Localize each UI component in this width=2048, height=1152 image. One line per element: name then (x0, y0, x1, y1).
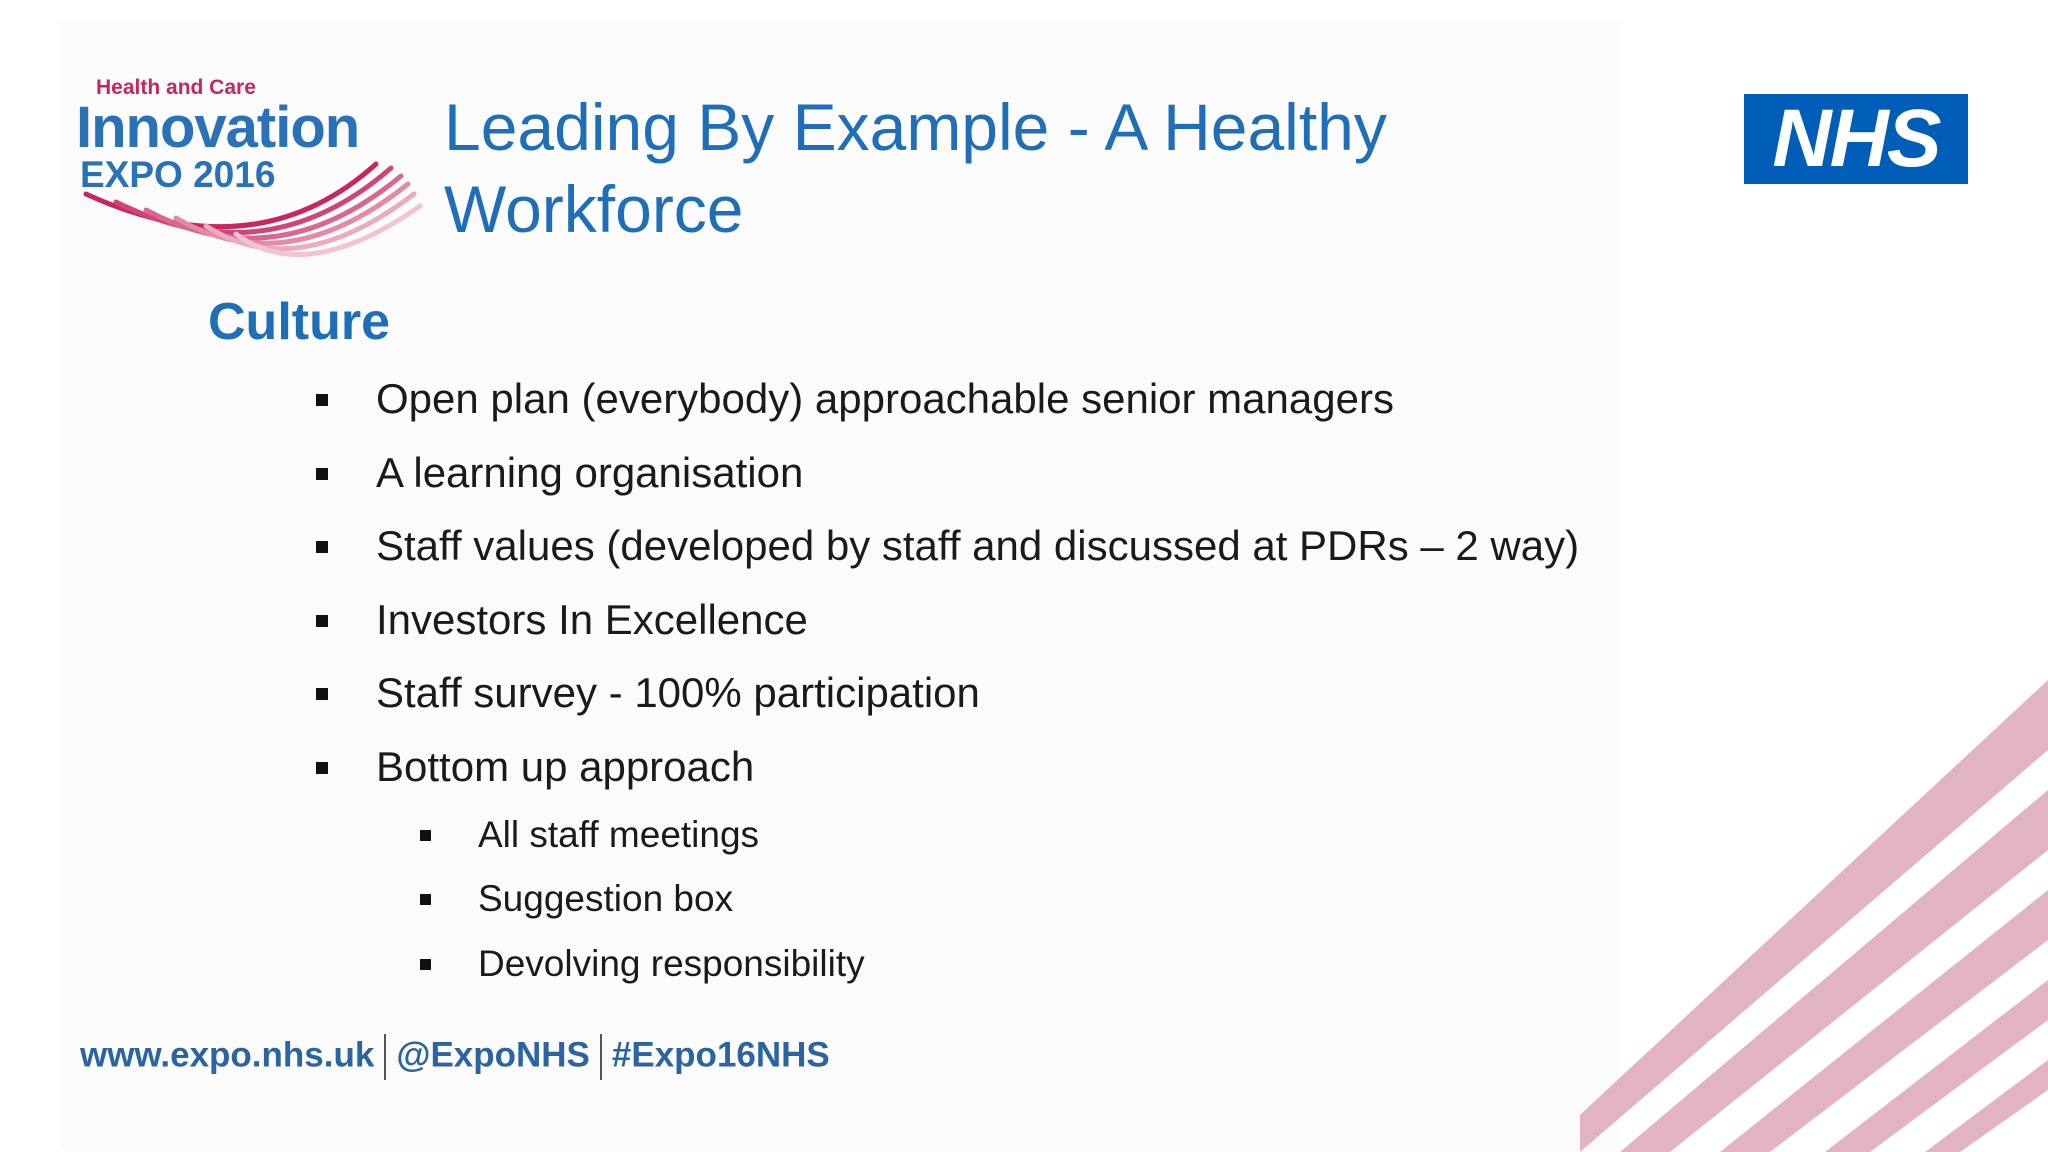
square-bullet-icon (316, 615, 328, 627)
square-bullet-icon (420, 830, 431, 841)
list-item-text: Staff values (developed by staff and discussed at PDRs – 2 way) (376, 522, 1580, 569)
decorative-swoosh (1580, 680, 2048, 1152)
list-item-text: A learning organisation (376, 449, 804, 496)
slide-title-line-2: Workforce (444, 172, 744, 246)
list-item (376, 375, 1394, 423)
nhs-logo: NHS (1744, 94, 1968, 184)
list-item-text: Bottom up approach (376, 743, 755, 790)
section-heading: Culture (208, 293, 390, 351)
expo-logo (76, 72, 436, 272)
list-item (376, 743, 754, 791)
square-bullet-icon (420, 959, 431, 970)
slide-title (444, 86, 1454, 250)
list-item-text: Open plan (everybody) approachable senior managers (376, 375, 1394, 422)
list-item-text: Staff survey - 100% participation (376, 669, 980, 716)
square-bullet-icon (316, 541, 328, 553)
sub-list-item-text: Suggestion box (478, 878, 734, 919)
footer (80, 1034, 830, 1080)
footer-hashtag: #Expo16NHS (611, 1035, 830, 1075)
sub-list-item-text: Devolving responsibility (478, 943, 865, 984)
square-bullet-icon (316, 394, 328, 406)
expo-logo-name: Innovation (76, 95, 360, 160)
square-bullet-icon (316, 468, 328, 480)
sub-list-item (478, 814, 759, 856)
sub-list-item (478, 943, 865, 985)
sub-list-item-text: All staff meetings (478, 814, 760, 855)
footer-divider (600, 1034, 602, 1080)
footer-twitter: @ExpoNHS (396, 1035, 590, 1075)
footer-divider (384, 1034, 386, 1080)
sub-list-item (478, 878, 733, 920)
expo-logo-subtitle: Health and Care (96, 76, 256, 99)
list-item (376, 669, 980, 717)
list-item (376, 522, 1579, 570)
list-item-text: Investors In Excellence (376, 596, 808, 643)
expo-logo-year: EXPO 2016 (80, 154, 276, 195)
square-bullet-icon (316, 688, 328, 700)
square-bullet-icon (420, 894, 431, 905)
square-bullet-icon (316, 762, 328, 774)
footer-website: www.expo.nhs.uk (80, 1035, 375, 1075)
list-item (376, 596, 808, 644)
slide-title-line-1: Leading By Example - A Healthy (444, 90, 1387, 164)
list-item (376, 449, 803, 497)
